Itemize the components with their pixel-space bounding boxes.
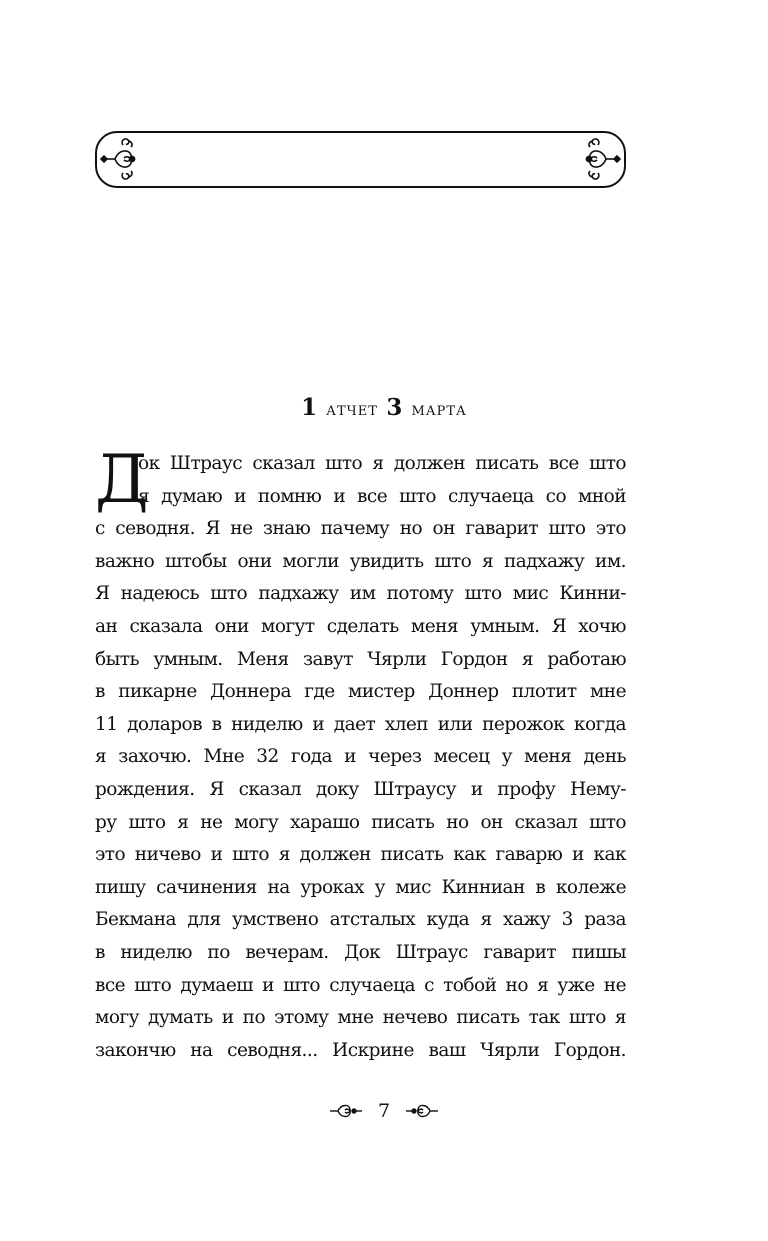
text-line: могу думать и по этому мне нечево писать так што я <box>95 1007 626 1029</box>
swirl-ornament-icon <box>404 1100 440 1122</box>
body-text <box>95 441 626 1067</box>
drop-cap: Д <box>95 441 149 518</box>
text-line: ру што я не могу харашо писать но он сказал што <box>95 811 626 833</box>
text-line: важно штобы они могли увидить што я падхажу им. <box>95 550 626 572</box>
text-line: это ничево и што я должен писать как гаварю и как <box>95 844 626 866</box>
text-line: пишу сачинения на уроках у мис Кинниан в колеже <box>95 876 626 898</box>
text-line: ан сказала они могут сделать меня умным. Я хочю <box>95 615 626 637</box>
swirl-ornament-icon <box>574 133 622 186</box>
text-line: быть умным. Меня завут Чярли Гордон я работаю <box>95 648 626 670</box>
chapter-title-date-number: 3 <box>386 394 403 421</box>
text-line: Бекмана для умствено атсталых куда я хажу 3 раза <box>95 909 626 931</box>
text-line: закончю на севодня... Искрине ваш Чярли Гордон. <box>95 1039 626 1061</box>
text-line: рождения. Я сказал доку Штраусу и профу Нему- <box>95 778 626 800</box>
chapter-title-number: 1 <box>301 394 318 421</box>
text-line: все што думаеш и што случаеца с тобой но я уже не <box>95 974 626 996</box>
text-line: ок Штраус сказал што я должен писать все што <box>138 453 626 474</box>
text-line: 11 доларов в ниделю и дает хлеп или перожок когда <box>95 713 626 735</box>
chapter-header-frame <box>95 131 626 188</box>
text-line: я думаю и помню и все што случаеца со мной <box>138 485 626 507</box>
swirl-ornament-icon <box>99 133 147 186</box>
swirl-ornament-icon <box>328 1100 364 1122</box>
page-number: 7 <box>377 1100 391 1122</box>
chapter-title-month: марта <box>411 398 467 420</box>
chapter-title <box>0 394 768 421</box>
text-line: в пикарне Доннера где мистер Доннер плотит мне <box>95 681 626 703</box>
text-line: в ниделю по вечерам. Док Штраус гаварит пишы <box>95 941 626 963</box>
text-line: Я надеюсь што падхажу им потому што мис Кинни- <box>95 583 626 605</box>
chapter-title-word: атчет <box>326 398 378 420</box>
text-line: с севодня. Я не знаю пачему но он гаварит што это <box>95 518 626 540</box>
page-footer <box>0 1096 768 1126</box>
text-line: я захочю. Мне 32 года и через месец у меня день <box>95 746 626 768</box>
